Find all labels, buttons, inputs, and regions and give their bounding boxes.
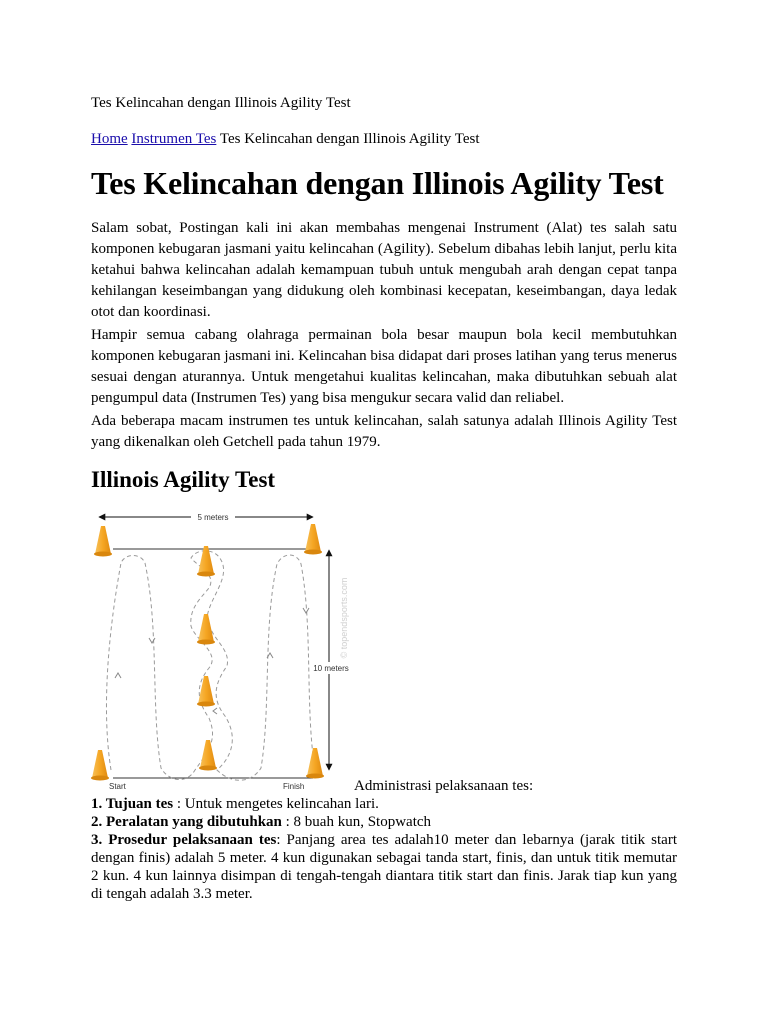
watermark: © topendsports.com [339,577,349,659]
cone-top-left [94,526,112,557]
breadcrumb [91,130,480,148]
breadcrumb-current: Tes Kelincahan dengan Illinois Agility Test [219,131,480,147]
intro-paragraph: Salam sobat, Postingan kali ini akan membahas mengenai Instrument (Alat) tes salah satu komponen kebugaran jasmani yaitu kelincahan (Agility). Sebelum dibahas lebih lanjut, perlu kita ketahui bahwa kelincahan adalah kemampuan tubuh untuk mengubah arah dengan cepat tanpa kehilangan keseimbangan yang didukung oleh kombinasi kecepatan, keseimbangan, daya ledak otot dan koordinasi. [91,220,677,320]
section-heading: Illinois Agility Test [91,467,276,492]
list-item [91,795,677,813]
admin-label: Administrasi pelaksanaan tes: [354,778,534,794]
cone-top-right [304,524,322,555]
page-heading: Tes Kelincahan dengan Illinois Agility Test [91,165,664,201]
item-text: : Untuk mengetes kelincahan lari. [173,796,379,812]
list-item [91,813,677,831]
width-label: 5 meters [197,513,229,522]
cone-middle-1 [197,546,215,577]
procedure-list [91,795,677,903]
breadcrumb-home-link[interactable]: Home [91,131,128,147]
third-paragraph: Ada beberapa macam instrumen tes untuk kelincahan, salah satunya adalah Illinois Agility Test yang dikenalkan oleh Getchell pada tahun 1979. [91,413,677,450]
item-text: : Panjang area tes adalah10 meter dan lebarnya (jarak titik start dengan finis) adalah 5 meter. 4 kun digunakan sebagai tanda start, finis, dan untuk titik memutar 2 kun. 4 kun lainnya disimpan di tengah-tengah diantara titik start dan finis. Jarak tiap kun yang di tengah adalah 3.3 meter. [91,832,677,902]
breadcrumb-category-link[interactable]: Instrumen Tes [131,131,217,147]
finish-label: Finish [283,782,305,791]
document-title: Tes Kelincahan dengan Illinois Agility Test [91,95,351,111]
illinois-agility-diagram [91,508,361,792]
second-paragraph: Hampir semua cabang olahraga permainan bola besar maupun bola kecil membutuhkan komponen kebugaran jasmani ini. Kelincahan bisa didapat dari proses latihan yang terus menerus sesuai dengan aturannya. Untuk mengetahui kualitas kelincahan, maka dibutuhkan sebuah alat pengumpul data (Instrumen Tes) yang bisa mengukur secara valid dan reliabel. [91,327,677,406]
start-label: Start [109,782,126,791]
list-item [91,831,677,903]
item-text: : 8 buah kun, Stopwatch [281,814,432,830]
item-label: 3. Prosedur pelaksanaan tes [91,832,277,848]
cone-middle-3 [197,676,215,707]
item-label: 1. Tujuan tes [91,796,174,812]
item-label: 2. Peralatan yang dibutuhkan [91,814,282,830]
cone-middle-2 [197,614,215,645]
cone-middle-4 [199,740,217,771]
cone-finish [306,748,324,779]
cone-start [91,750,109,781]
length-label: 10 meters [313,664,349,673]
